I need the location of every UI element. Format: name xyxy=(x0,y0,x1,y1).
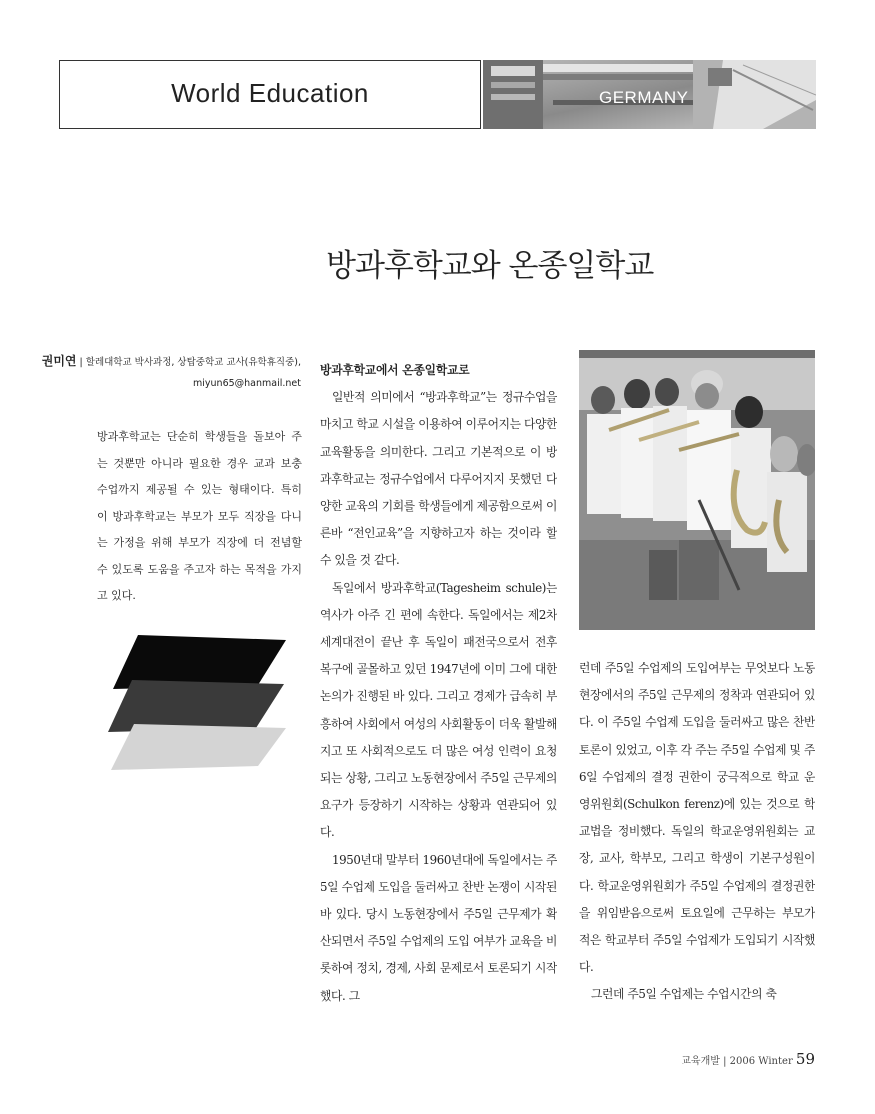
section-heading: 방과후학교에서 온종일학교로 xyxy=(320,363,470,377)
article-column-right xyxy=(579,655,815,1035)
article-column-middle xyxy=(320,357,557,1033)
article-summary: 방과후학교는 단순히 학생들을 돌보아 주는 것뿐만 아니라 필요한 경우 교과 보충 수업까지 제공될 수 있는 형태이다. 특히 이 방과후학교는 부모가 모두 직장을 다니는 가정을 위해 부모가 직장에 더 전념할 수 있도록 도움을 주고자 하는 목적을 가지고 있다. xyxy=(97,430,302,602)
paragraph: 런데 주5일 수업제의 도입여부는 무엇보다 노동현장에서의 주5일 근무제의 정착과 연관되어 있다. 이 주5일 수업제 도입을 둘러싸고 많은 찬반 토론이 있었고, 이후 각 주는 주5일 수업제 및 주6일 수업제의 결정 권한이 궁극적으로 학교 운영위원회(Schulkon ferenz)에 있는 것으로 학교법을 정비했다. 독일의 학교운영위원회는 교장, 교사, 학부모, 그리고 학생이 기본구성원이다. 학교운영위원회가 주5일 수업제의 결정권한을 위임받음으로써 토요일에 근무하는 부모가 적은 학교부터 주5일 수업제가 도입되기 시작했다. xyxy=(579,661,815,975)
decorative-stripes xyxy=(108,632,288,772)
paragraph: 독일에서 방과후학교(Tagesheim schule)는 역사가 아주 긴 편에 속한다. 독일에서는 제2차 세계대전이 끝난 후 독일이 패전국으로서 전후 복구에 골몰하고 있던 1947년에 이미 그에 대한 논의가 진행된 바 있다. 그리고 경제가 급속히 부흥하여 사회에서 여성의 사회활동이 더욱 활발해지고 또 사회적으로도 더 많은 여성 인력이 요청되는 상황, 그리고 노동현장에서 주5일 근무제의 요구가 등장하기 시작하는 상황과 연관되어 있다. xyxy=(320,580,557,840)
country-label: GERMANY xyxy=(599,88,689,107)
paragraph: 그런데 주5일 수업제는 수업시간의 축 xyxy=(591,987,777,1002)
section-header-box xyxy=(59,60,481,129)
article-title: 방과후학교와 온종일학교 xyxy=(326,248,654,284)
section-title: World Education xyxy=(171,78,369,108)
journal-label: 교육개발 | 2006 Winter xyxy=(681,1056,793,1067)
paragraph: 일반적 의미에서 “방과후학교”는 정규수업을 마치고 학교 시설을 이용하여 이루어지는 다양한 교육활동을 의미한다. 그리고 기본적으로 이 방과후학교는 정규수업에서 다루어지지 못했던 다양한 교육의 기회를 학생들에게 제공함으로써 이른바 “전인교육”을 지향하고자 하는 것이라 할 수 있을 것 같다. xyxy=(320,390,557,568)
students-band-image xyxy=(579,350,815,630)
header-banner-photo xyxy=(483,60,816,129)
author-name: 권미연 xyxy=(41,354,77,368)
band-photo xyxy=(579,350,815,630)
paragraph: 1950년대 말부터 1960년대에 독일에서는 주5일 수업제 도입을 둘러싸고 찬반 논쟁이 시작된 바 있다. 당시 노동현장에서 주5일 근무제가 확산되면서 주5일 수업제의 도입 여부가 교육을 비롯하여 정치, 경제, 사회 문제로서 토론되기 시작했다. 그 xyxy=(320,852,557,1003)
author-affiliation: | 할레대학교 박사과정, 상탑중학교 교사(유학휴직중), xyxy=(79,357,301,368)
author-byline xyxy=(42,352,301,369)
author-email: miyun65@hanmail.net xyxy=(193,378,301,389)
stripe-light xyxy=(111,724,286,770)
page-footer xyxy=(681,1050,815,1068)
page-number: 59 xyxy=(795,1050,815,1068)
